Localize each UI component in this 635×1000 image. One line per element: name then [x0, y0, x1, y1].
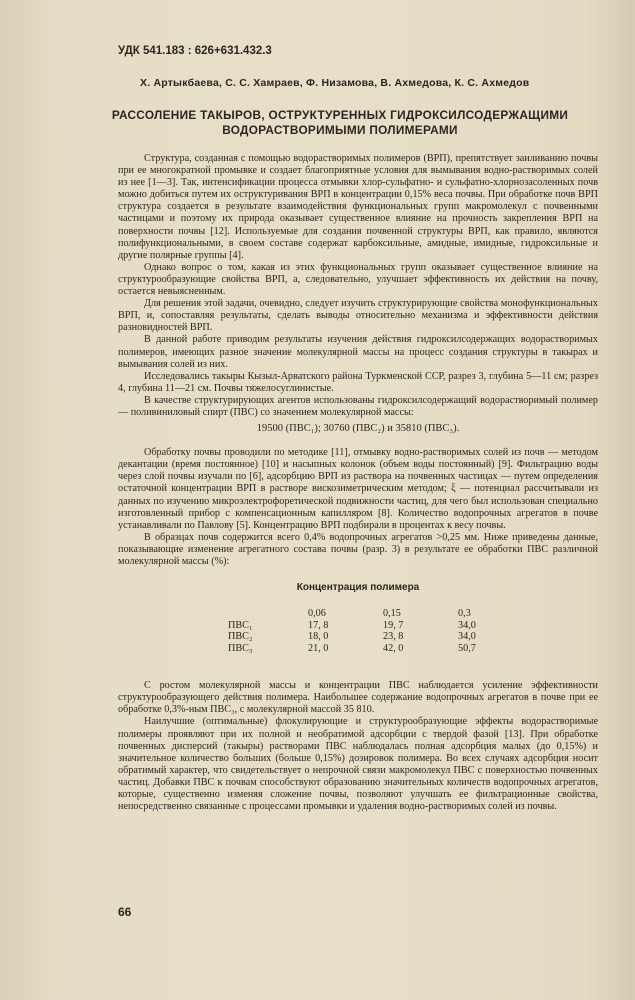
page-number: 66 — [118, 905, 132, 919]
paragraph: В данной работе приводим результаты изучения действия гидроксилсодержащих водорастворимых полимеров, имеющих разное значение молекулярной массы на процесс создания структуры в такырах и вымывания солей из них. — [118, 334, 598, 370]
table-cell: 42, 0 — [383, 642, 404, 654]
header-cell: 0,15 — [383, 608, 401, 620]
table-title: Концентрация полимера — [296, 582, 420, 594]
paragraph: Наилучшие (оптимальные) флокулирующие и структурообразующие эффекты водорастворимые полимеры проявляют при их полной и необратимой адсорбции с твердой фазой [13]. При обработке почвенных дисперсий (такыры) растворами ПВС наблюдалась полная адсорбция малых (до 0,15%) и значительное количество больших (больше 0,15%) дозировок полимера. Во всех случаях адсорбция носит обратимый характер, что свидетельствует о непрочной связи макромолекул ПВС с поверхностью почвенных частиц. Добавки ПВС к почвам способствуют образованию значительных количеств водопрочных агрегатов, которые, существенно изменяя сложение почвы, позволяют улучшать ее фильтрационные свойства, непосредственно связанные с процессами промывки и удаления водно-растворимых солей из почвы. — [118, 716, 598, 813]
paragraph: Однако вопрос о том, какая из этих функциональных групп оказывает существенное влияние на структурообразующие свойства ВРП, а, следовательно, улучшает эффективность их действия на почву, остается невыясненным. — [118, 261, 598, 298]
header-cell: 0,3 — [458, 608, 471, 620]
table-cell: 21, 0 — [308, 642, 329, 654]
table-cell: 50,7 — [458, 642, 476, 654]
molecular-mass-formula: 19500 (ПВС₁); 30760 (ПВС₂) и 35810 (ПВС₃). — [256, 423, 460, 435]
table-cell: 17, 8 — [308, 619, 329, 631]
title-line-2: ВОДОРАСТВОРИМЫМИ ПОЛИМЕРАМИ — [222, 123, 458, 137]
table-row — [228, 643, 533, 655]
table-cell: 19, 7 — [383, 619, 404, 631]
row-label: ПВС₂ — [228, 631, 253, 643]
table-cell: 23, 8 — [383, 631, 404, 643]
udk-code: УДК 541.183 : 626+631.432.3 — [118, 45, 272, 57]
article-title — [110, 108, 570, 138]
header-cell: 0,06 — [308, 608, 326, 620]
table-header-row — [228, 608, 533, 620]
table-row — [228, 631, 533, 643]
paragraph: Структура, созданная с помощью водорастворимых полимеров (ВРП), препятствует заиливанию почвы при ее многократной промывке и создает благоприятные условия для вымывания водно-растворимых солей из нее [1—3]. Так, интенсификации процесса отмывки хлор-сульфатно- и сульфатно-хлорнозасоленных почв можно добиться путем их оструктуривания ВРП в концентрации 0,15% веса почвы. При обработке почв ВРП структура создается в результате взаимодействия функциональных групп макромолекул с почвенными частицами и поэтому их природа оказывает существенное влияние на прочность закрепления ВРП на поверхности почвы [12]. Используемые для создания почвенной структуры ВРП, как правило, являются полифункциональными, в своем составе содержат карбоксильные, амидные, имидные, гидроксильные и другие полярные группы [4]. — [118, 153, 598, 261]
paragraph: Исследовались такыры Кызыл-Арватского района Туркменской ССР, разрез 3, глубина 5—11 см; разрез 4, глубина 11—21 см. Почвы тяжелосуглинистые. — [118, 370, 598, 394]
paragraph: Для решения этой задачи, очевидно, следует изучить структурирующие свойства монофункциональных ВРП, и, сопоставляя результаты, сделать выводы относительно механизма и эффективности действия разновидностей ВРП. — [118, 298, 598, 334]
paragraph: В образцах почв содержится всего 0,4% водопрочных агрегатов >0,25 мм. Ниже приведены данные, показывающие изменение агрегатного состава почвы (разр. 3) в результате ее обработки ПВС различной молекулярной массы (%): — [118, 531, 598, 567]
table-cell: 34,0 — [458, 631, 476, 643]
paragraph: Обработку почвы проводили по методике [11], отмывку водно-растворимых солей из почв — методом декантации (время постоянное) [10] и насыпных колонок (объем воды постоянный) [9]. Фильтрацию воды через слой почвы изучали по [6], адсорбцию ВРП из раствора на почвенных частицах — путем определения остаточной концентрации ВРП в растворе вискозиметрическим методом; ξ — потенциал рассчитывали из данных по изучению микроэлектрофоретической подвижности частиц, для чего был использован специально изготовленный прибор с компенсационным капилляром [8]. Количество водопрочных агрегатов в почве устанавливали по Павлову [5]. Концентрацию ВРП подбирали в процентах к весу почвы. — [118, 447, 598, 531]
paragraph: С ростом молекулярной массы и концентрации ПВС наблюдается усиление эффективности структурообразующего действия полимера. Наибольшее содержание водопрочных агрегатов в почве при ее обработке 0,3%-ным ПВС₃, с молекулярной массой 35 810. — [118, 680, 598, 716]
row-label: ПВС₁ — [228, 619, 253, 631]
concentration-table — [228, 608, 533, 654]
table-cell: 18, 0 — [308, 631, 329, 643]
title-line-1: РАССОЛЕНИЕ ТАКЫРОВ, ОСТРУКТУРЕННЫХ ГИДРОКСИЛСОДЕРЖАЩИМИ — [111, 108, 569, 122]
authors-line: Х. Артыкбаева, С. С. Хамраев, Ф. Низамова, В. Ахмедова, К. С. Ахмедов — [140, 77, 530, 89]
article-body — [118, 153, 598, 813]
table-cell: 34,0 — [458, 619, 476, 631]
row-label: ПВС₃ — [228, 642, 253, 654]
table-row — [228, 620, 533, 632]
paragraph: В качестве структурирующих агентов использованы гидроксилсодержащий водорастворимый полимер — поливиниловый спирт (ПВС) со значением молекулярной массы: — [118, 394, 598, 418]
